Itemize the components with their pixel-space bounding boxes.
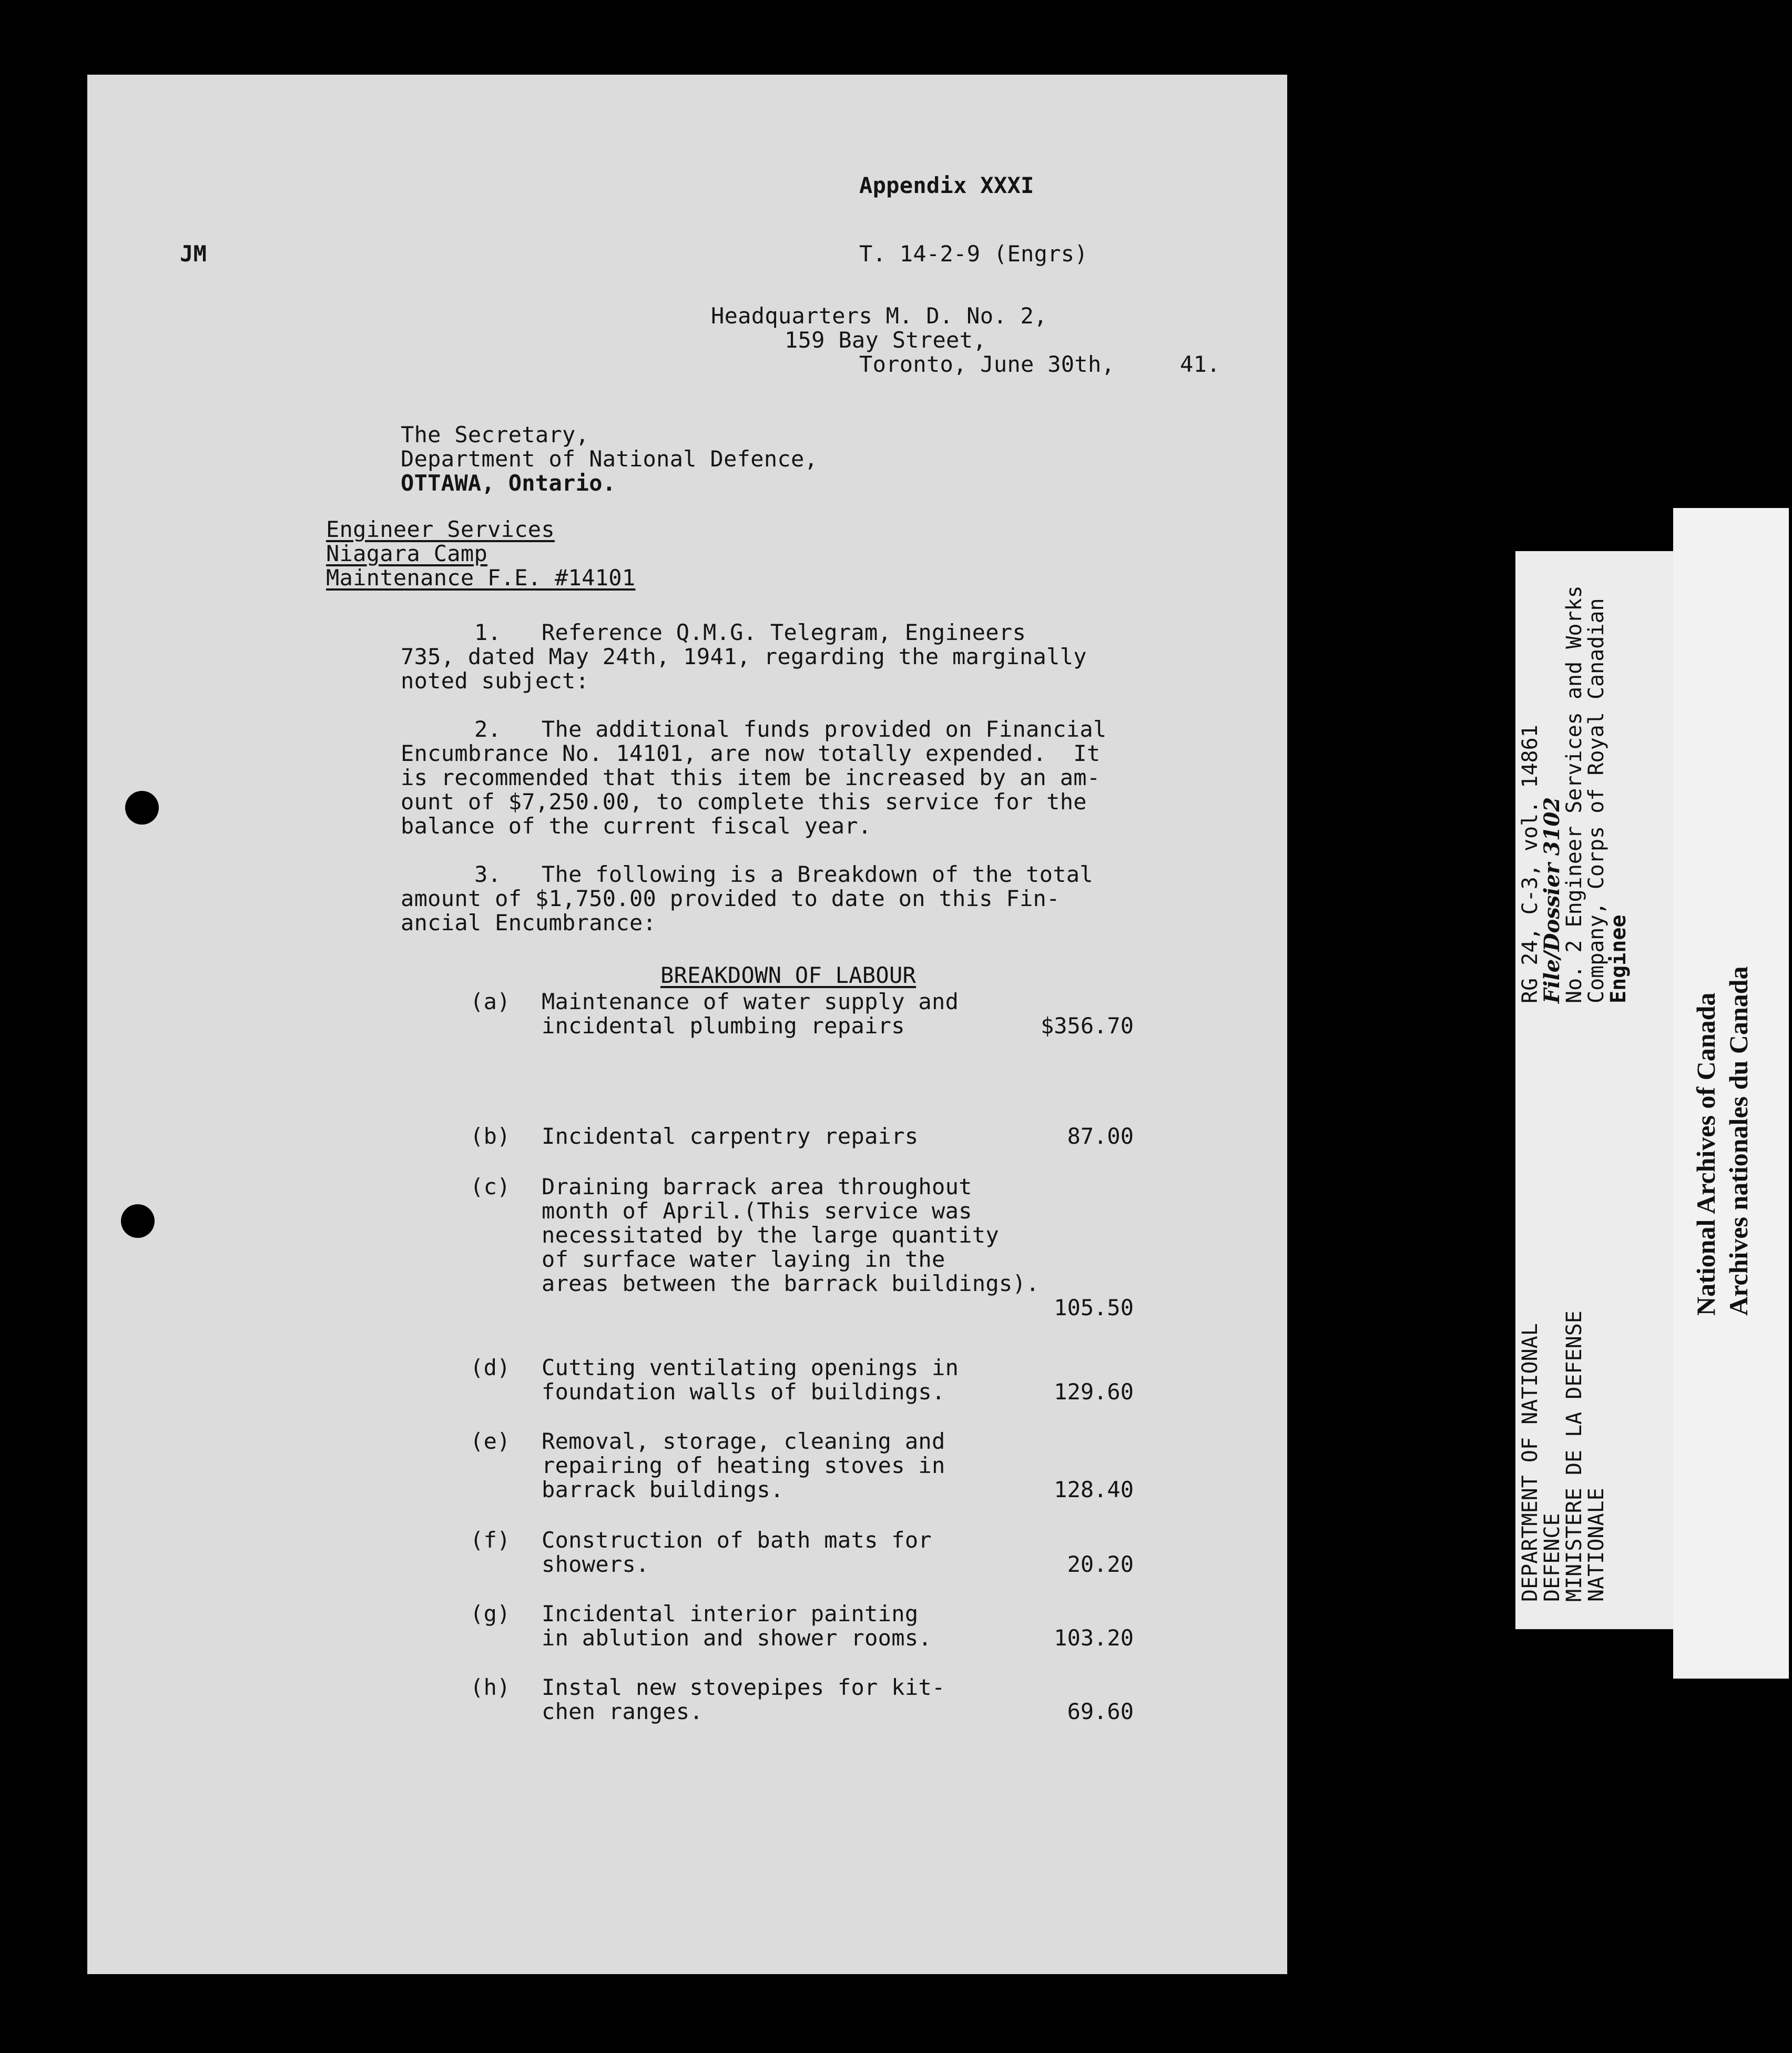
paragraph-line: 735, dated May 24th, 1941, regarding the marginally bbox=[401, 644, 1087, 669]
archives-label-fr: Archives nationales du Canada bbox=[1724, 966, 1753, 1316]
item-description: showers. bbox=[542, 1551, 649, 1577]
appendix-heading: Appendix XXXI bbox=[859, 172, 1034, 198]
item-amount: $356.70 bbox=[1040, 1013, 1134, 1039]
address-line: 159 Bay Street, bbox=[785, 327, 986, 353]
item-description: month of April.(This service was bbox=[542, 1198, 972, 1224]
item-label: (b) bbox=[470, 1123, 511, 1149]
item-description: chen ranges. bbox=[542, 1699, 704, 1724]
description-line: Company, Corps of Royal Canadian bbox=[1584, 598, 1608, 1003]
subject-line: Niagara Camp bbox=[326, 541, 488, 566]
item-label: (a) bbox=[470, 989, 511, 1014]
subject-line: Engineer Services bbox=[326, 516, 555, 542]
department-line: MINISTERE DE LA DEFENSE bbox=[1562, 1310, 1586, 1602]
address-date: Toronto, June 30th, bbox=[859, 351, 1115, 377]
archives-label-en: National Archives of Canada bbox=[1691, 992, 1720, 1316]
paragraph-line: balance of the current fiscal year. bbox=[401, 813, 872, 839]
paragraph-line: Encumbrance No. 14101, are now totally expended. It bbox=[401, 740, 1101, 766]
item-label: (h) bbox=[470, 1674, 511, 1700]
item-label: (g) bbox=[470, 1601, 511, 1627]
paragraph-line: 2. The additional funds provided on Financial bbox=[474, 716, 1107, 742]
item-description: Removal, storage, cleaning and bbox=[542, 1428, 945, 1454]
paragraph-line: is recommended that this item be increased by an am- bbox=[401, 765, 1101, 790]
punch-hole bbox=[125, 791, 159, 825]
recipient-line: OTTAWA, Ontario. bbox=[401, 470, 616, 496]
archives-label-strip bbox=[1673, 508, 1789, 1679]
item-label: (d) bbox=[470, 1355, 511, 1380]
item-description: repairing of heating stoves in bbox=[542, 1452, 945, 1478]
item-description: necessitated by the large quantity bbox=[542, 1222, 999, 1248]
item-label: (f) bbox=[470, 1527, 511, 1553]
item-description: in ablution and shower rooms. bbox=[542, 1625, 932, 1651]
item-amount: 128.40 bbox=[1054, 1477, 1134, 1502]
paragraph-line: amount of $1,750.00 provided to date on this Fin- bbox=[401, 886, 1060, 911]
address-year: 41. bbox=[1180, 351, 1220, 377]
item-amount: 129.60 bbox=[1054, 1379, 1134, 1405]
item-description: areas between the barrack buildings). bbox=[542, 1271, 1040, 1296]
item-description: Incidental interior painting bbox=[542, 1601, 919, 1627]
item-description: foundation walls of buildings. bbox=[542, 1379, 945, 1405]
item-label: (e) bbox=[470, 1428, 511, 1454]
description-line: Enginee bbox=[1606, 914, 1631, 1003]
item-description: Incidental carpentry repairs bbox=[542, 1123, 919, 1149]
subject-line: Maintenance F.E. #14101 bbox=[326, 565, 636, 591]
paragraph-line: 1. Reference Q.M.G. Telegram, Engineers bbox=[474, 619, 1026, 645]
item-description: Instal new stovepipes for kit- bbox=[542, 1674, 945, 1700]
item-amount: 87.00 bbox=[1067, 1123, 1134, 1149]
paragraph-line: 3. The following is a Breakdown of the total bbox=[474, 861, 1093, 887]
recipient-line: The Secretary, bbox=[401, 422, 589, 448]
department-line: DEPARTMENT OF NATIONAL bbox=[1518, 1323, 1542, 1602]
item-description: barrack buildings. bbox=[542, 1477, 784, 1502]
item-description: Construction of bath mats for bbox=[542, 1527, 932, 1553]
item-amount: 69.60 bbox=[1067, 1699, 1134, 1724]
item-description: of surface water laying in the bbox=[542, 1246, 945, 1272]
item-description: incidental plumbing repairs bbox=[542, 1013, 905, 1039]
paragraph-line: noted subject: bbox=[401, 668, 589, 694]
item-amount: 105.50 bbox=[1054, 1295, 1134, 1320]
file-reference: T. 14-2-9 (Engrs) bbox=[859, 241, 1088, 267]
item-label: (c) bbox=[470, 1174, 511, 1200]
letter-page bbox=[87, 75, 1287, 1974]
item-description: Maintenance of water supply and bbox=[542, 989, 959, 1014]
item-description: Draining barrack area throughout bbox=[542, 1174, 972, 1200]
item-description: Cutting ventilating openings in bbox=[542, 1355, 959, 1380]
description-line: No. 2 Engineer Services and Works bbox=[1562, 585, 1586, 1003]
breakdown-title: BREAKDOWN OF LABOUR bbox=[660, 962, 917, 988]
item-amount: 20.20 bbox=[1067, 1551, 1134, 1577]
typist-initials: JM bbox=[180, 241, 207, 267]
archive-ref: RG 24, C-3, vol. 14861 bbox=[1518, 725, 1542, 1003]
archive-reference-tag bbox=[1515, 551, 1673, 1629]
paragraph-line: ount of $7,250.00, to complete this service for the bbox=[401, 789, 1087, 815]
recipient-line: Department of National Defence, bbox=[401, 446, 818, 472]
paragraph-line: ancial Encumbrance: bbox=[401, 910, 657, 936]
department-line: DEFENCE bbox=[1540, 1513, 1564, 1602]
item-amount: 103.20 bbox=[1054, 1625, 1134, 1651]
punch-hole bbox=[121, 1204, 155, 1238]
address-line: Headquarters M. D. No. 2, bbox=[711, 303, 1047, 329]
department-line: NATIONALE bbox=[1584, 1488, 1608, 1602]
file-dossier: File/Dossier 3102 bbox=[1540, 797, 1564, 1003]
